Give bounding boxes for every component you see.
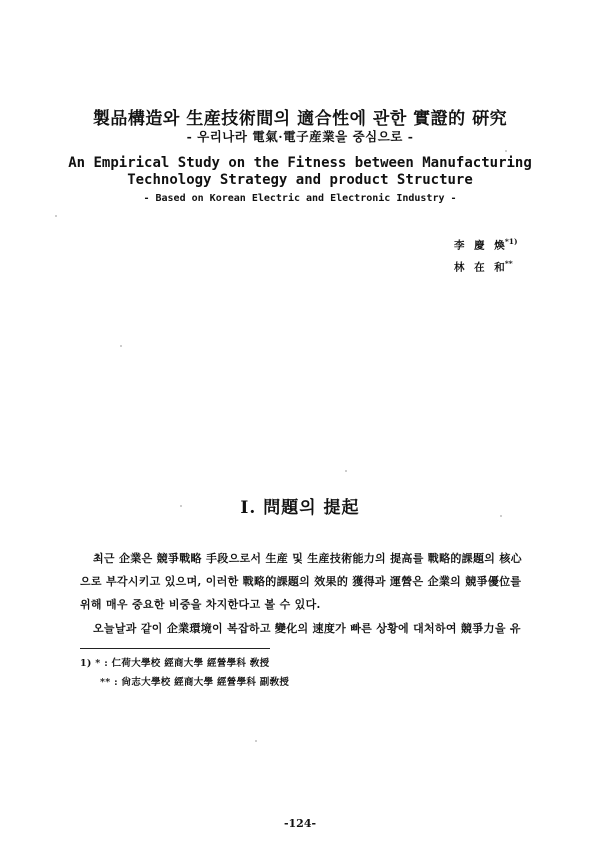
scan-speck (345, 470, 347, 472)
scan-speck (500, 515, 502, 517)
body-text-line: 오늘날과 같이 企業環境이 복잡하고 變化의 速度가 빠른 상황에 대처하여 競爭力을 유 (93, 622, 521, 635)
english-title-line-1: An Empirical Study on the Fitness between Manufacturing (68, 155, 532, 171)
scan-speck (180, 505, 182, 507)
author-1-name: 李 慶 煥 (454, 239, 505, 252)
author-1 (454, 237, 518, 253)
scan-speck (120, 345, 122, 347)
author-2 (454, 259, 513, 275)
korean-title: 製品構造와 生産技術間의 適合性에 관한 實證的 硏究 (92, 109, 508, 129)
section-heading: Ⅰ. 問題의 提起 (240, 498, 360, 518)
body-text-line: 최근 企業은 競爭戰略 手段으로서 生産 및 生産技術能力의 提高를 戰略的課題의 核心 (93, 552, 522, 565)
english-title-line-2: Technology Strategy and product Structure (127, 172, 473, 188)
english-subtitle: - Based on Korean Electric and Electronic Industry - (143, 193, 457, 204)
korean-subtitle: - 우리나라 電氣·電子産業을 중심으로 - (186, 129, 414, 144)
scan-speck (255, 740, 257, 742)
footnote-divider (80, 648, 270, 649)
body-text-line: 위해 매우 중요한 비중을 차지한다고 볼 수 있다. (80, 598, 321, 611)
author-1-mark: *1) (504, 237, 518, 246)
scan-speck (55, 215, 57, 217)
footnote-2: ** : 尙志大學校 經商大學 經營學科 副敎授 (100, 677, 290, 688)
author-2-name: 林 在 和 (454, 261, 505, 274)
footnote-1: 1) * : 仁荷大學校 經商大學 經營學科 敎授 (80, 658, 270, 669)
body-text-line: 으로 부각시키고 있으며, 이러한 戰略的課題의 效果的 獲得과 運營은 企業의 競爭優位를 (80, 575, 522, 588)
scan-speck (505, 150, 507, 152)
author-2-mark: ** (504, 259, 513, 268)
page-number: -124- (283, 817, 317, 830)
